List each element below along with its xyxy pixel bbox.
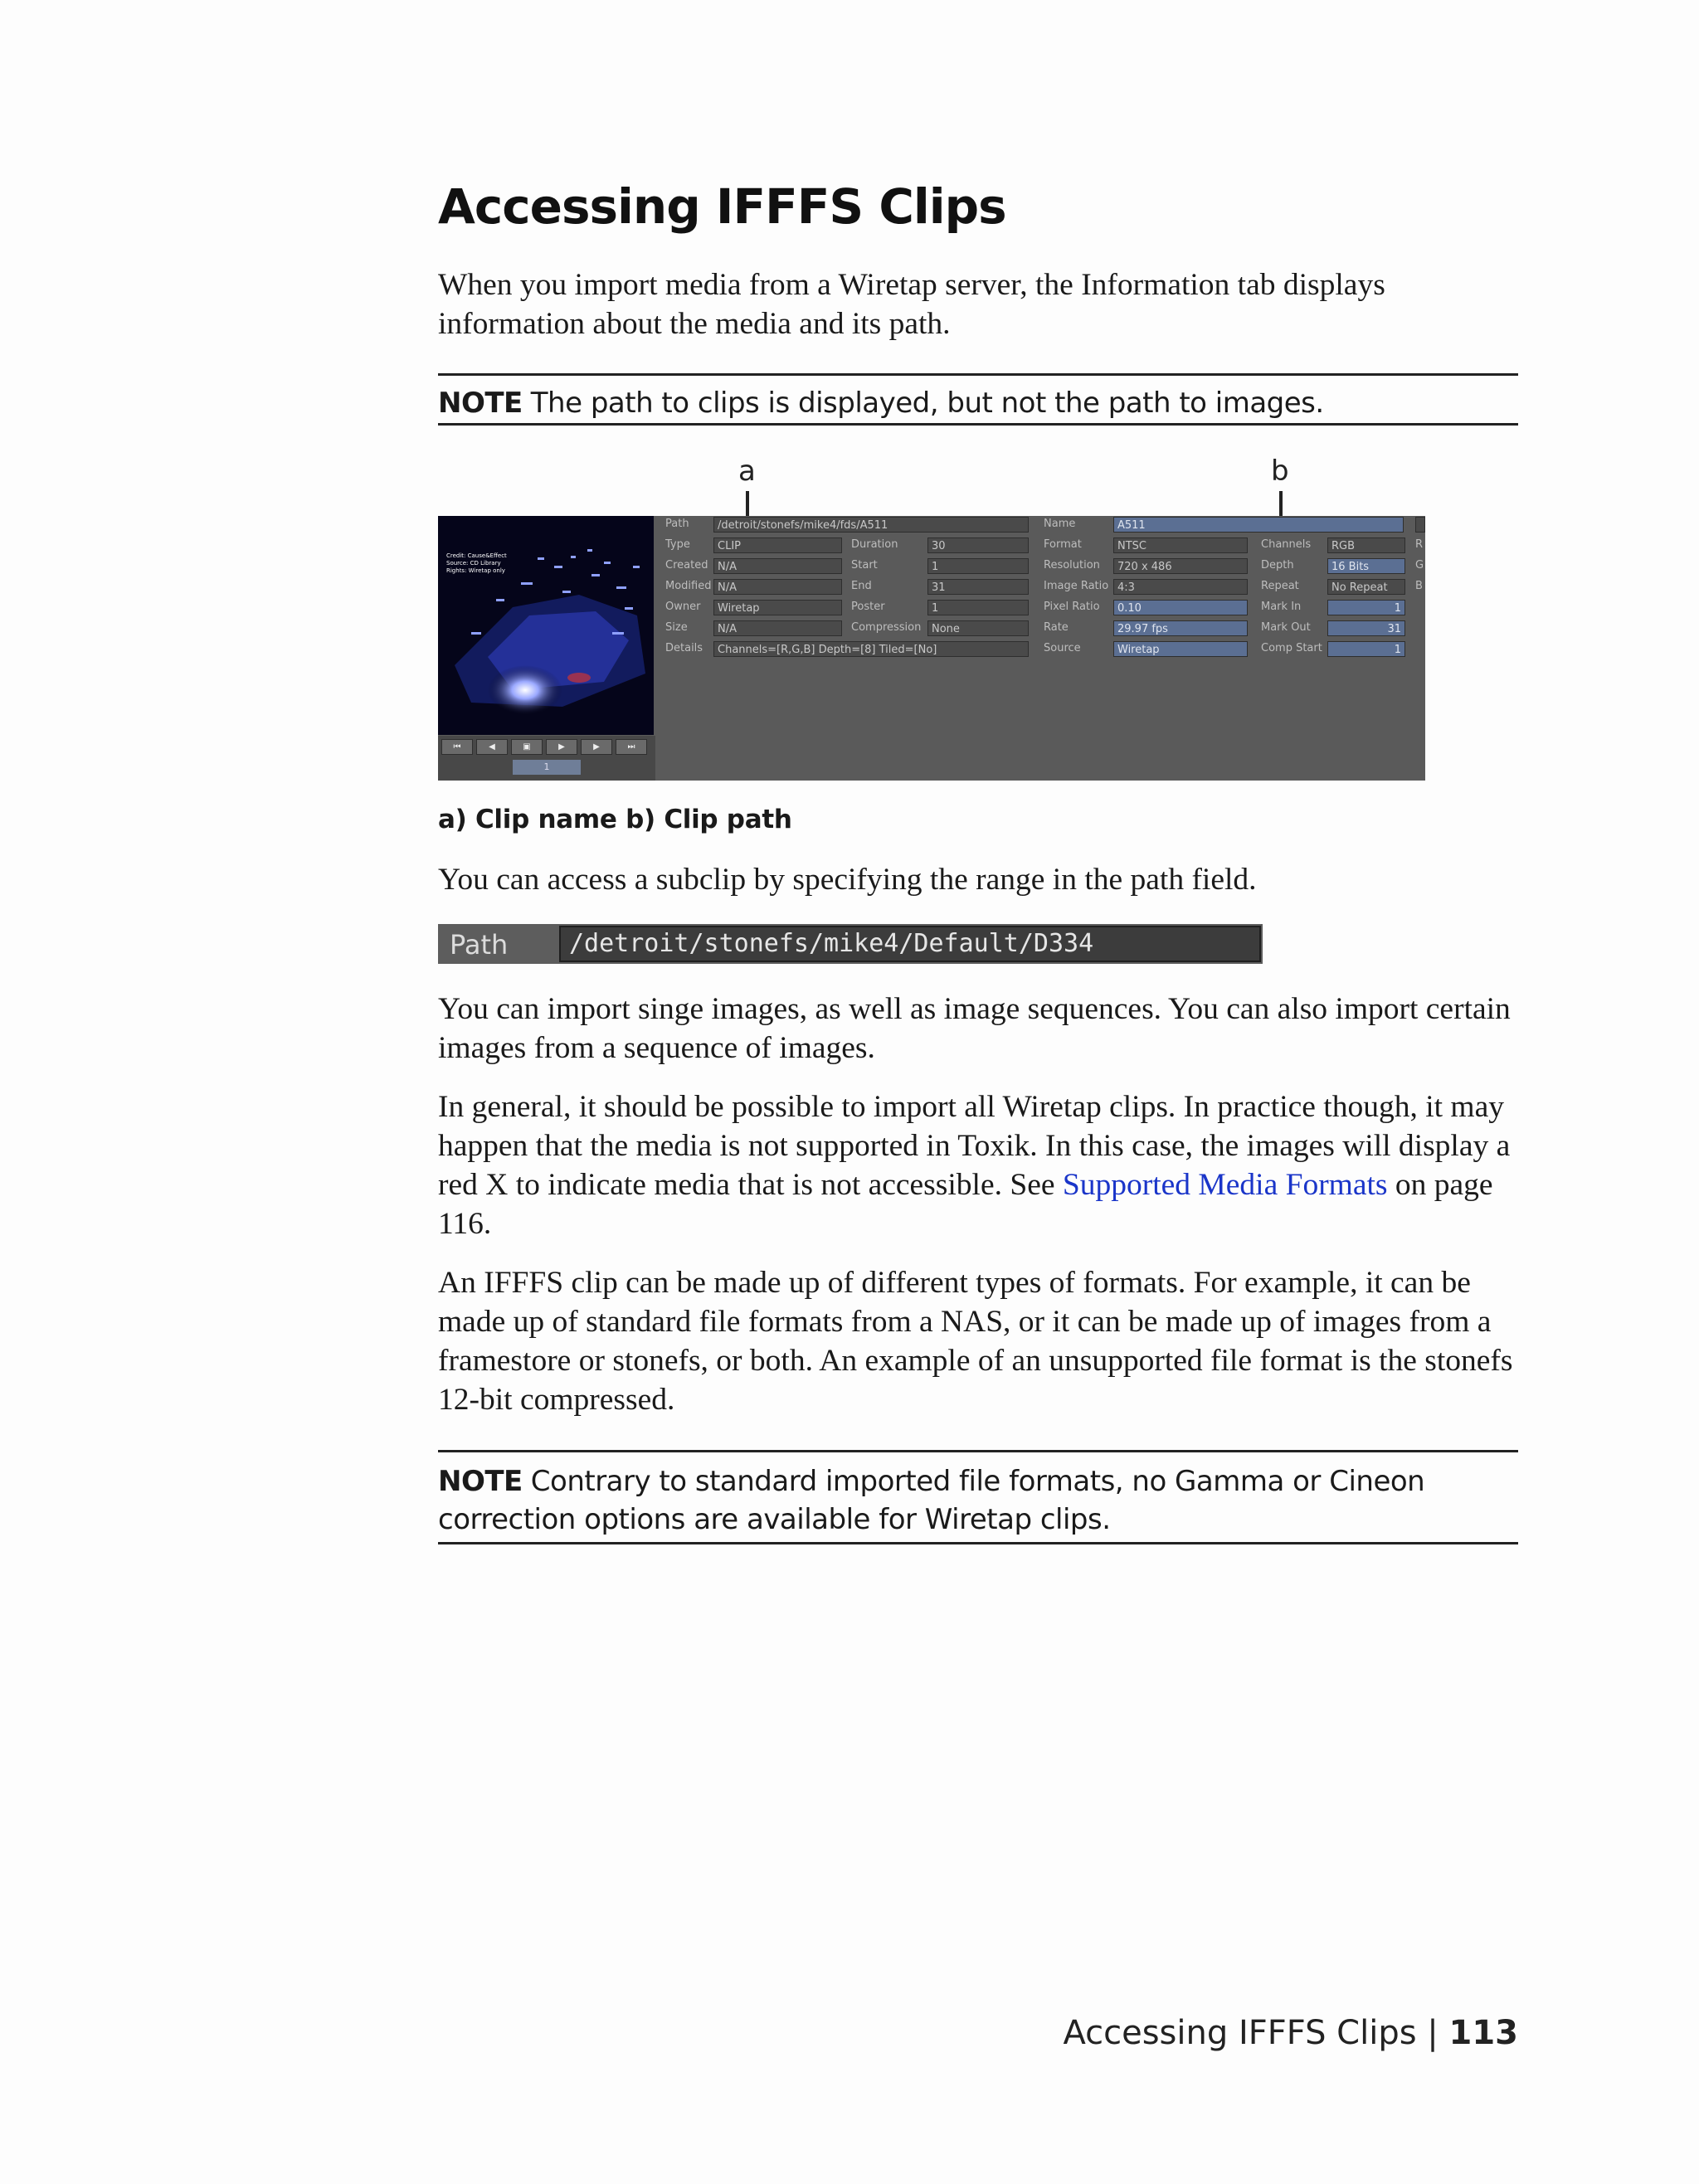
page-footer bbox=[1063, 2014, 1518, 2052]
details-field[interactable]: Channels=[R,G,B] Depth=[8] Tiled=[No] bbox=[713, 641, 1029, 657]
step-back-icon[interactable]: ◀ bbox=[476, 739, 508, 755]
note-box-2 bbox=[438, 1450, 1518, 1544]
viewer-credits: Credit: Cause&Effect Source: CD Library Rights: Wiretap only bbox=[446, 552, 507, 574]
pixel-ratio-field[interactable]: 0.10 bbox=[1113, 600, 1248, 615]
edge-field bbox=[1415, 517, 1425, 533]
comp-start-field[interactable]: 1 bbox=[1327, 641, 1405, 657]
type-field[interactable]: CLIP bbox=[713, 537, 842, 553]
footer-separator: | bbox=[1427, 2014, 1439, 2052]
duration-field[interactable]: 30 bbox=[927, 537, 1029, 553]
name-field[interactable]: A511 bbox=[1113, 517, 1404, 533]
play-backward-icon[interactable]: ▣ bbox=[511, 739, 543, 755]
duration-label: Duration bbox=[851, 538, 898, 551]
name-label: Name bbox=[1044, 518, 1076, 530]
note-box bbox=[438, 373, 1518, 426]
pixel-ratio-label: Pixel Ratio bbox=[1044, 601, 1100, 613]
callout-a: a bbox=[738, 455, 756, 488]
figure-caption: a) Clip name b) Clip path bbox=[438, 805, 792, 834]
repeat-field[interactable]: No Repeat bbox=[1327, 579, 1405, 595]
path-bar bbox=[438, 924, 1263, 964]
details-label: Details bbox=[665, 642, 703, 654]
mark-in-label: Mark In bbox=[1261, 601, 1302, 613]
pathbar-label: Path bbox=[450, 929, 509, 961]
mark-in-field[interactable]: 1 bbox=[1327, 600, 1405, 615]
information-panel bbox=[438, 516, 1425, 781]
clip-viewer bbox=[438, 516, 654, 735]
viewer-image bbox=[438, 516, 654, 735]
format-label: Format bbox=[1044, 538, 1082, 551]
format-field[interactable]: NTSC bbox=[1113, 537, 1248, 553]
compression-field[interactable]: None bbox=[927, 620, 1029, 636]
edge-letter-b: B bbox=[1415, 580, 1423, 592]
comp-start-label: Comp Start bbox=[1261, 642, 1322, 654]
footer-section: Accessing IFFFS Clips bbox=[1063, 2014, 1417, 2052]
play-icon[interactable]: ▶ bbox=[546, 739, 577, 755]
owner-field[interactable]: Wiretap bbox=[713, 600, 842, 615]
skip-start-icon[interactable]: ⏮ bbox=[441, 739, 473, 755]
modified-label: Modified bbox=[665, 580, 712, 592]
frame-field[interactable]: 1 bbox=[513, 760, 581, 775]
intro-paragraph: When you import media from a Wiretap server, the Information tab displays information about the media and its path. bbox=[438, 268, 1385, 341]
transport-controls bbox=[438, 736, 655, 781]
size-field[interactable]: N/A bbox=[713, 620, 842, 636]
page-number: 113 bbox=[1448, 2014, 1518, 2052]
poster-field[interactable]: 1 bbox=[927, 600, 1029, 615]
resolution-label: Resolution bbox=[1044, 559, 1100, 572]
source-label: Source bbox=[1044, 642, 1081, 654]
mark-out-label: Mark Out bbox=[1261, 621, 1311, 634]
supported-media-formats-link[interactable]: Supported Media Formats bbox=[1062, 1168, 1388, 1202]
note-label-2: NOTE bbox=[438, 1465, 523, 1498]
channels-field[interactable]: RGB bbox=[1327, 537, 1405, 553]
rate-field[interactable]: 29.97 fps bbox=[1113, 620, 1248, 636]
image-ratio-field[interactable]: 4:3 bbox=[1113, 579, 1248, 595]
end-field[interactable]: 31 bbox=[927, 579, 1029, 595]
pathbar-field[interactable]: /detroit/stonefs/mike4/Default/D334 bbox=[559, 926, 1261, 962]
general-paragraph: In general, it should be possible to import all Wiretap clips. In practice though, it may happen that the media is not supported in Toxik. In this case, the images will display a red X to indicate media that is not accessible. See Supported Media Formats on page 116. bbox=[438, 1090, 1511, 1241]
compression-label: Compression bbox=[851, 621, 922, 634]
subclip-paragraph: You can access a subclip by specifying the range in the path field. bbox=[438, 863, 1257, 897]
callout-a-line bbox=[746, 491, 749, 516]
mark-out-field[interactable]: 31 bbox=[1327, 620, 1405, 636]
page-title: Accessing IFFFS Clips bbox=[438, 178, 1006, 235]
depth-field[interactable]: 16 Bits bbox=[1327, 558, 1405, 574]
import-paragraph: You can import singe images, as well as image sequences. You can also import certain images from a sequence of images. bbox=[438, 992, 1511, 1065]
note-text: The path to clips is displayed, but not the path to images. bbox=[530, 387, 1324, 420]
source-field[interactable]: Wiretap bbox=[1113, 641, 1248, 657]
type-label: Type bbox=[665, 538, 690, 551]
end-label: End bbox=[851, 580, 872, 592]
modified-field[interactable]: N/A bbox=[713, 579, 842, 595]
channels-label: Channels bbox=[1261, 538, 1312, 551]
path-label: Path bbox=[665, 518, 689, 530]
created-label: Created bbox=[665, 559, 708, 572]
callout-b-line bbox=[1279, 491, 1283, 516]
step-forward-icon[interactable]: ▶ bbox=[581, 739, 612, 755]
edge-letter-g: G bbox=[1415, 559, 1424, 572]
resolution-field[interactable]: 720 x 486 bbox=[1113, 558, 1248, 574]
repeat-label: Repeat bbox=[1261, 580, 1299, 592]
note-text-2: Contrary to standard imported file formats, no Gamma or Cineon correction options are available for Wiretap clips. bbox=[438, 1465, 1425, 1536]
created-field[interactable]: N/A bbox=[713, 558, 842, 574]
callout-b: b bbox=[1271, 455, 1289, 488]
note-label: NOTE bbox=[438, 387, 523, 420]
poster-label: Poster bbox=[851, 601, 885, 613]
start-label: Start bbox=[851, 559, 878, 572]
size-label: Size bbox=[665, 621, 688, 634]
start-field[interactable]: 1 bbox=[927, 558, 1029, 574]
path-field[interactable]: /detroit/stonefs/mike4/fds/A511 bbox=[713, 517, 1029, 533]
edge-letter-r: R bbox=[1415, 538, 1424, 551]
formats-paragraph: An IFFFS clip can be made up of different types of formats. For example, it can be made up of standard file formats from a NAS, or it can be made up of images from a framestore or stonefs, or both. An example of an unsupported file format is the stonefs 12-bit compressed. bbox=[438, 1266, 1513, 1417]
owner-label: Owner bbox=[665, 601, 701, 613]
rate-label: Rate bbox=[1044, 621, 1069, 634]
depth-label: Depth bbox=[1261, 559, 1294, 572]
skip-end-icon[interactable]: ⏭ bbox=[616, 739, 647, 755]
image-ratio-label: Image Ratio bbox=[1044, 580, 1109, 592]
